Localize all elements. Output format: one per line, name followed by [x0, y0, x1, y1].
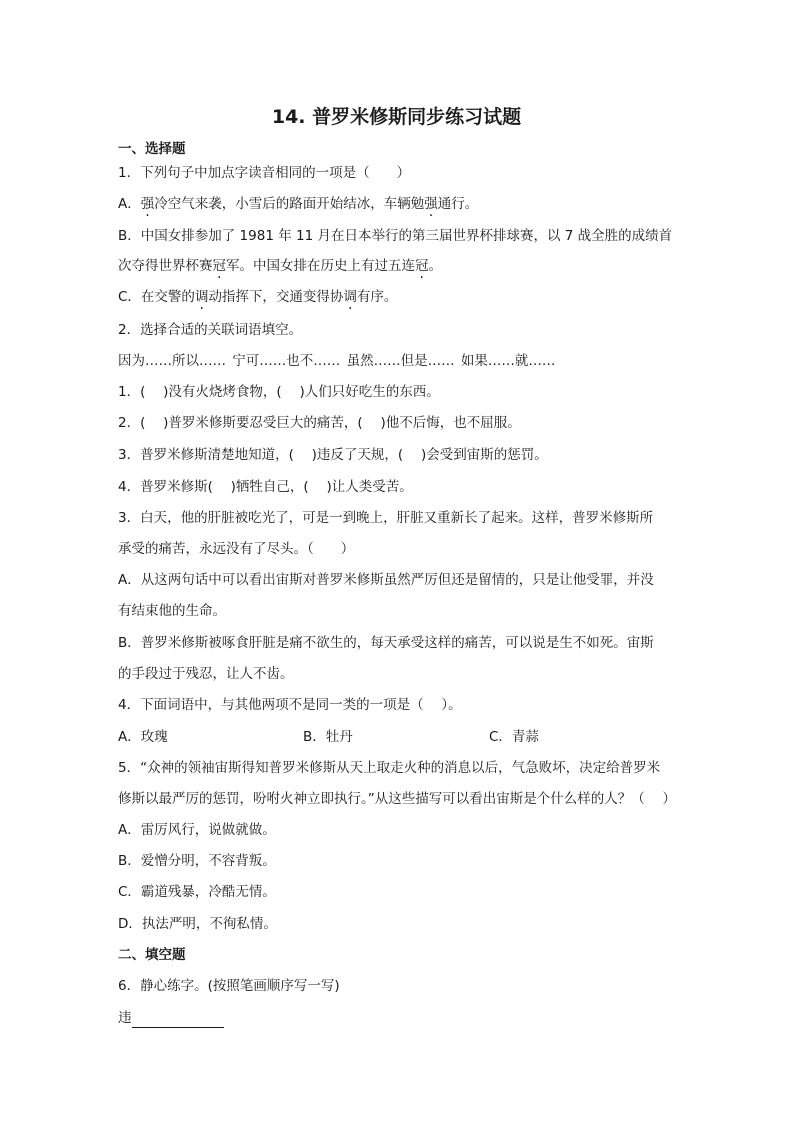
question-4-stem: 4．下面词语中，与其他两项不是同一类的一项是（ ）。	[118, 697, 462, 713]
question-1-option-b-line1: B．中国女排参加了 1981 年 11 月在日本举行的第三届世界杯排球赛，以 7 战全胜的成绩首	[118, 228, 673, 244]
question-4-option-b: B．牡丹	[303, 729, 353, 745]
section-heading-fill: 二、填空题	[118, 947, 186, 963]
question-6-stem: 6．静心练字。(按照笔画顺序写一写)	[118, 978, 340, 994]
emphasized-char: 冠	[212, 258, 226, 274]
question-2-item-2: 2．( )普罗米修斯要忍受巨大的痛苦，( )他不后悔，也不屈服。	[118, 415, 521, 431]
question-1-stem: 1．下列句子中加点字读音相同的一项是（ ）	[118, 165, 411, 181]
emphasized-char: 调	[194, 289, 209, 305]
emphasized-char: 强	[424, 196, 438, 212]
question-3-option-a-line1: A．从这两句话中可以看出宙斯对普罗米修斯虽然严厉但还是留情的，只是让他受罪，并没	[118, 572, 654, 588]
question-3-option-a-line2: 有结束他的生命。	[118, 603, 226, 619]
question-5-stem-line1: 5．“众神的领袖宙斯得知普罗米修斯从天上取走火种的消息以后，气急败坏，决定给普罗米	[118, 760, 661, 776]
practice-character: 违	[118, 1010, 132, 1026]
section-heading-choice: 一、选择题	[118, 141, 186, 157]
question-2-stem: 2．选择合适的关联词语填空。	[118, 322, 303, 338]
question-4-option-c: C．青蒜	[489, 729, 539, 745]
question-4-option-a: A．玫瑰	[118, 729, 168, 745]
question-3-stem-line2: 承受的痛苦，永远没有了尽头。（ ）	[118, 541, 355, 557]
question-5-option-c: C．霸道残暴，冷酷无情。	[118, 884, 276, 900]
question-5-option-b: B．爱憎分明，不容背叛。	[118, 853, 276, 869]
question-1-option-a: A．强冷空气来袭，小雪后的路面开始结冰，车辆勉强通行。	[118, 196, 479, 212]
question-3-stem-line1: 3．白天，他的肝脏被吃光了，可是一到晚上，肝脏又重新长了起来。这样，普罗米修斯所	[118, 510, 654, 526]
question-3-option-b-line1: B．普罗米修斯被啄食肝脏是痛不欲生的，每天承受这样的痛苦，可以说是生不如死。宙斯	[118, 635, 654, 651]
question-3-option-b-line2: 的手段过于残忍，让人不齿。	[118, 666, 294, 682]
question-5-stem-line2: 修斯以最严厉的惩罚，吩咐火神立即执行。”从这些描写可以看出宙斯是个什么样的人？（ ）	[118, 791, 677, 807]
question-2-item-3: 3．普罗米修斯清楚地知道，( )违反了天规，( )会受到宙斯的惩罚。	[118, 447, 548, 463]
question-5-option-a: A．雷厉风行，说做就做。	[118, 822, 276, 838]
question-2-item-4: 4．普罗米修斯( )牺牲自己，( )让人类受苦。	[118, 479, 413, 495]
answer-blank[interactable]	[132, 1011, 224, 1028]
emphasized-char: 冠	[415, 258, 429, 274]
question-2-word-bank: 因为……所以…… 宁可……也不…… 虽然……但是…… 如果……就……	[118, 353, 556, 369]
question-5-option-d: D．执法严明，不徇私情。	[118, 916, 277, 932]
question-1-option-c: C．在交警的调动指挥下，交通变得协调有序。	[118, 289, 398, 305]
question-2-item-1: 1．( )没有火烧烤食物，( )人们只好吃生的东西。	[118, 384, 440, 400]
question-1-option-b-line2: 次夺得世界杯赛冠军。中国女排在历史上有过五连冠。	[118, 258, 442, 274]
emphasized-char: 调	[343, 289, 357, 305]
page-title: 14. 普罗米修斯同步练习试题	[271, 106, 522, 128]
question-6-writing-line	[118, 1008, 224, 1028]
emphasized-char: 强	[140, 196, 155, 212]
